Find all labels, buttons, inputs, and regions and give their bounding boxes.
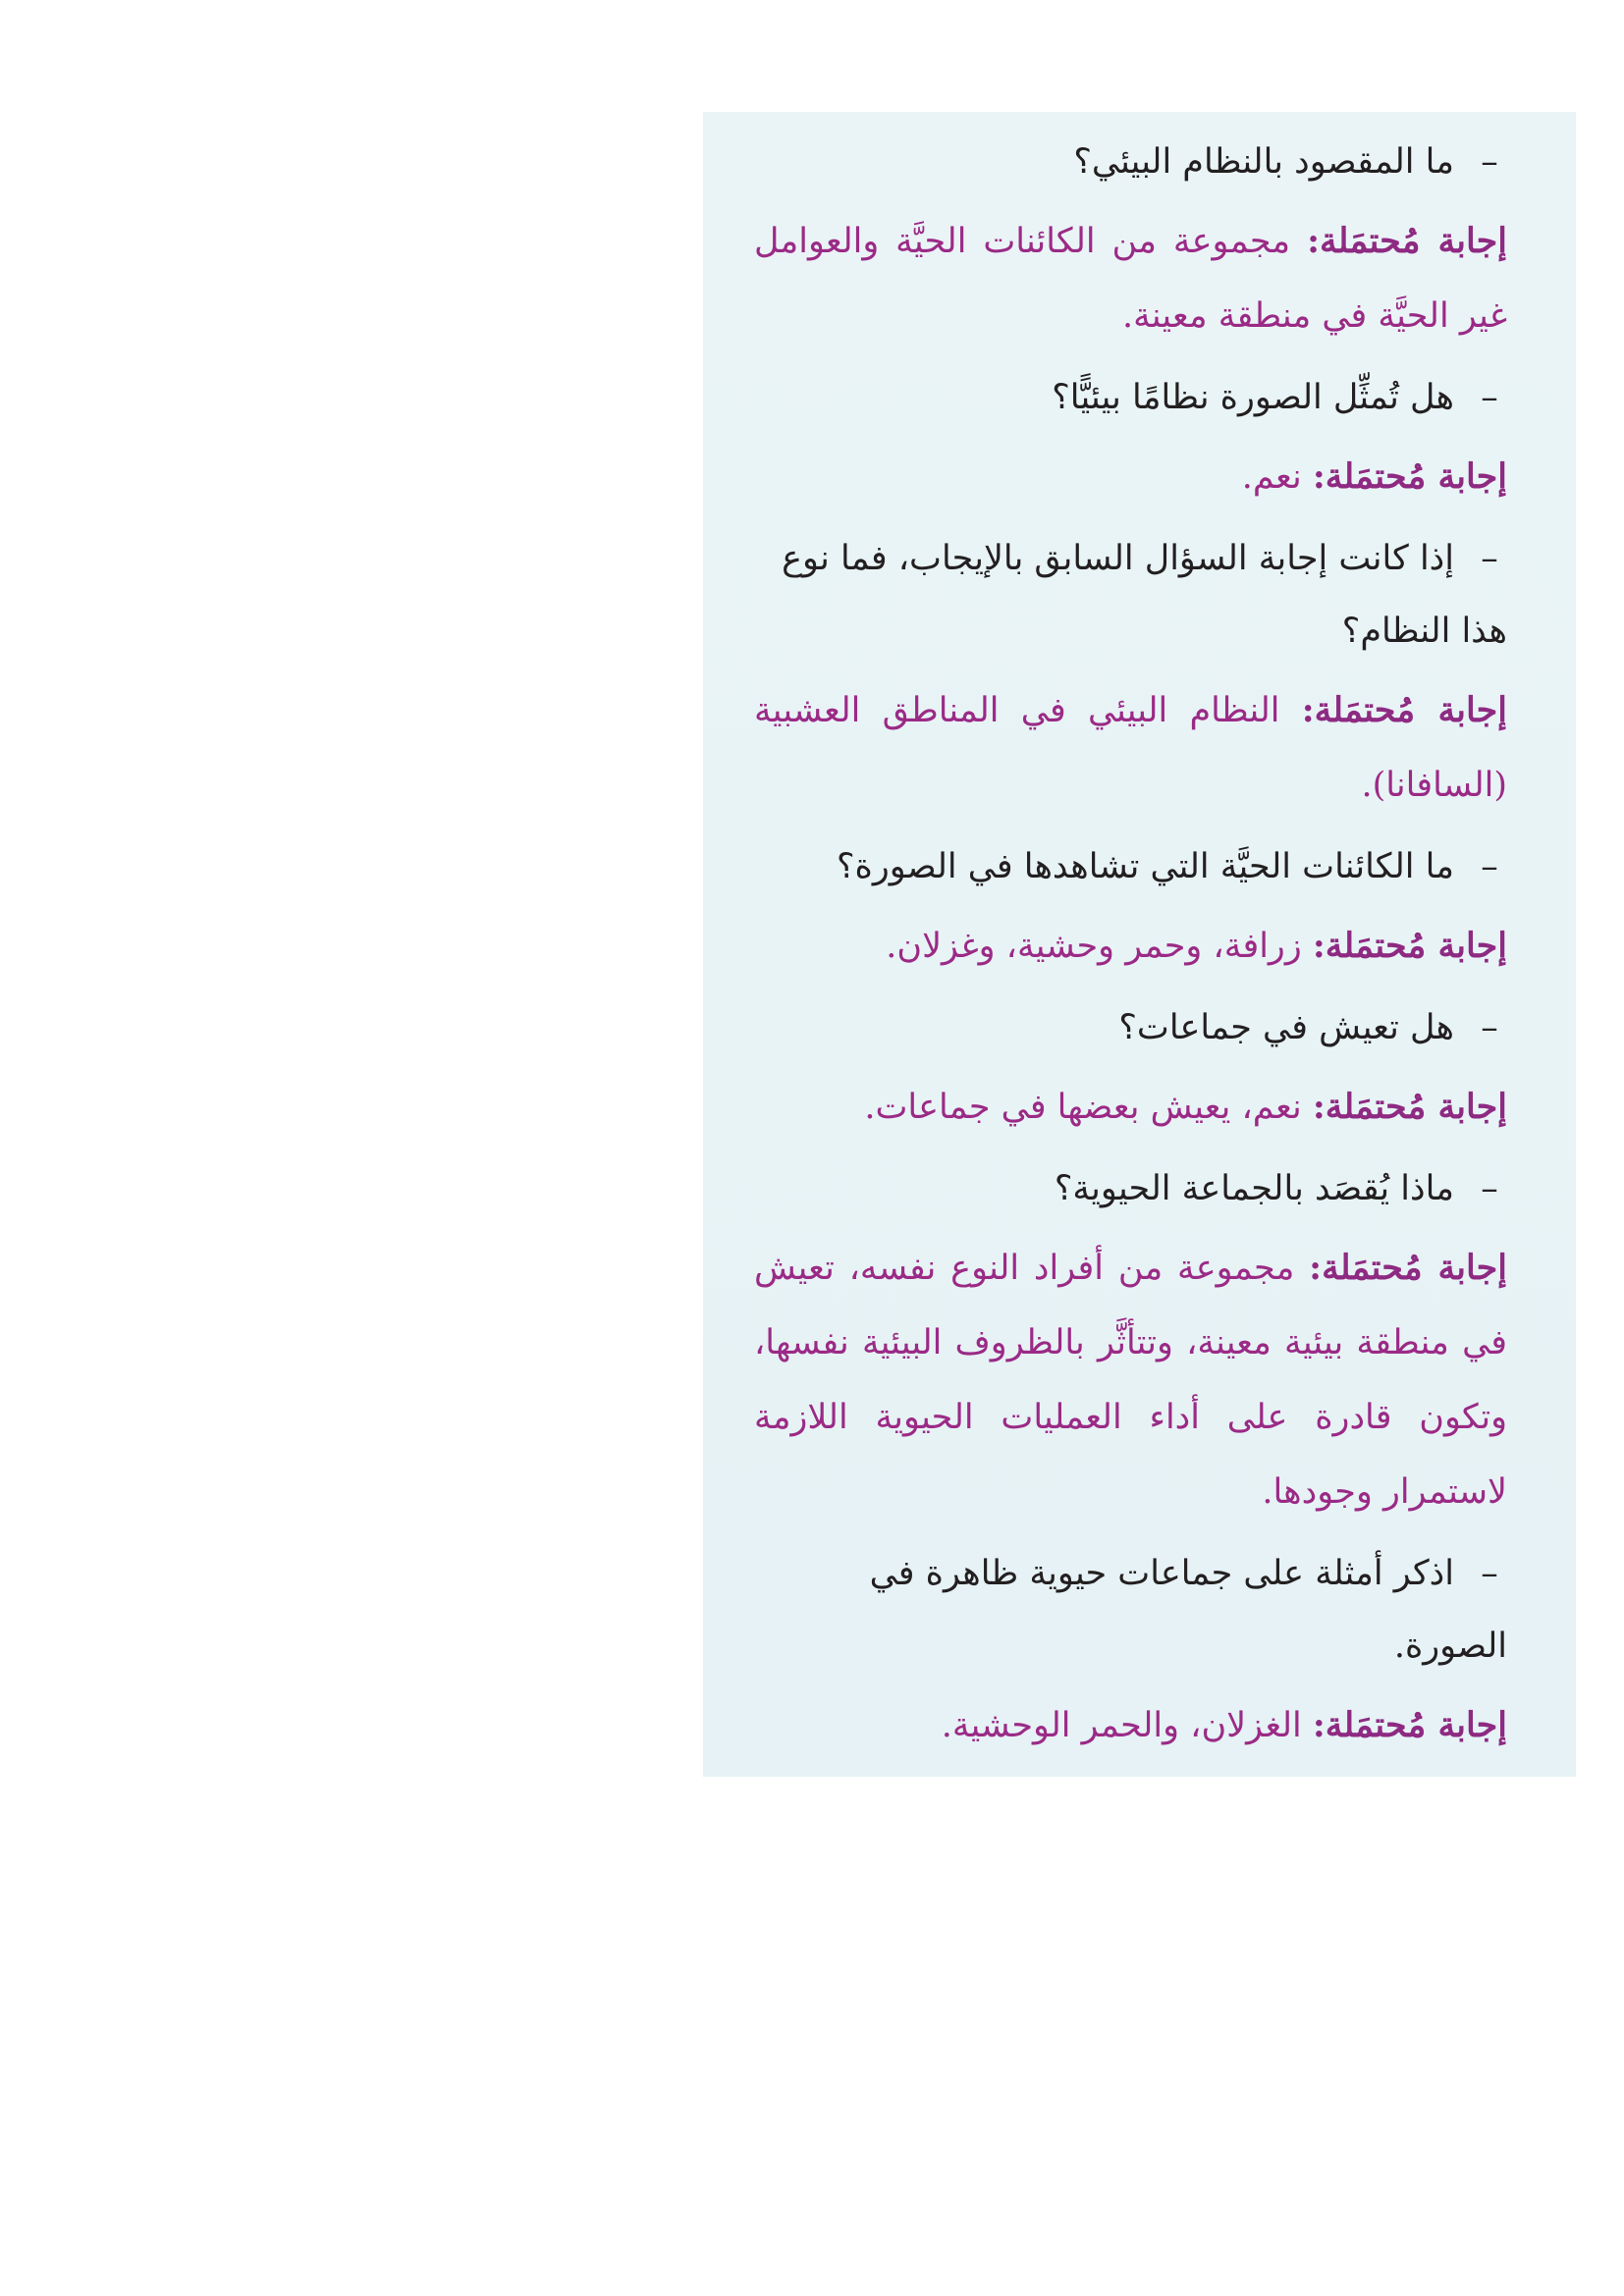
question-text: هل تعيش في جماعات؟ [1118,1008,1454,1047]
dash-bullet: – [1481,1008,1498,1047]
dash-bullet: – [1481,378,1498,417]
question-text: ما المقصود بالنظام البيئي؟ [1073,142,1454,182]
question [754,1537,1507,1682]
dash-bullet: – [1481,847,1498,886]
answer [754,1070,1507,1145]
question [754,522,1507,667]
question [754,991,1507,1064]
question [754,126,1507,198]
answer-lead: إجابة مُحتمَلة: [1301,690,1507,730]
answer-text: نعم، يعيش بعضها في جماعات. [864,1088,1302,1127]
answer [754,673,1507,823]
qa-item-3 [754,522,1507,823]
question-text: ماذا يُقصَد بالجماعة الحيوية؟ [1054,1169,1454,1208]
question-text: ما الكائنات الحيَّة التي تشاهدها في الصورة؟ [836,847,1454,886]
answer-lead: إجابة مُحتمَلة: [1307,221,1507,261]
answer [754,909,1507,984]
answer-text: زرافة، وحمر وحشية، وغزلان. [886,927,1302,966]
qa-panel [703,112,1576,1777]
answer-lead: إجابة مُحتمَلة: [1309,1248,1507,1288]
answer [754,1688,1507,1763]
qa-item-1 [754,126,1507,353]
qa-item-6 [754,1152,1507,1529]
answer-text: مجموعة من الكائنات الحيَّة والعوامل غير الحيَّة في منطقة معينة. [754,222,1507,336]
answer-text: نعم. [1241,457,1302,497]
question-text: هل تُمثِّل الصورة نظامًا بيئيًّا؟ [1052,378,1454,417]
qa-item-7 [754,1537,1507,1763]
qa-item-5 [754,991,1507,1145]
qa-item-4 [754,830,1507,984]
answer-lead: إجابة مُحتمَلة: [1312,456,1507,497]
answer-text: الغزلان، والحمر الوحشية. [941,1706,1302,1745]
answer-text: النظام البيئي في المناطق العشبية (السافانا). [754,691,1507,805]
dash-bullet: – [1481,142,1498,182]
dash-bullet: – [1481,1169,1498,1208]
answer-lead: إجابة مُحتمَلة: [1312,1705,1507,1745]
dash-bullet: – [1481,539,1498,578]
question [754,830,1507,903]
answer-lead: إجابة مُحتمَلة: [1312,1087,1507,1127]
question [754,1152,1507,1225]
answer-text: مجموعة من أفراد النوع نفسه، تعيش في منطقة بيئية معينة، وتتأثَّر بالظروف البيئية نفسها، وتكون قادرة على أداء العمليات الحيوية اللازمة لاستمرار وجودها. [754,1249,1507,1512]
question-text: إذا كانت إجابة السؤال السابق بالإيجاب، فما نوع هذا النظام؟ [782,539,1507,651]
answer [754,1231,1507,1529]
answer [754,204,1507,353]
qa-item-2 [754,361,1507,514]
answer [754,440,1507,514]
question [754,361,1507,434]
answer-lead: إجابة مُحتمَلة: [1312,926,1507,966]
question-text: اذكر أمثلة على جماعات حيوية ظاهرة في الصورة. [869,1554,1507,1666]
dash-bullet: – [1481,1554,1498,1593]
